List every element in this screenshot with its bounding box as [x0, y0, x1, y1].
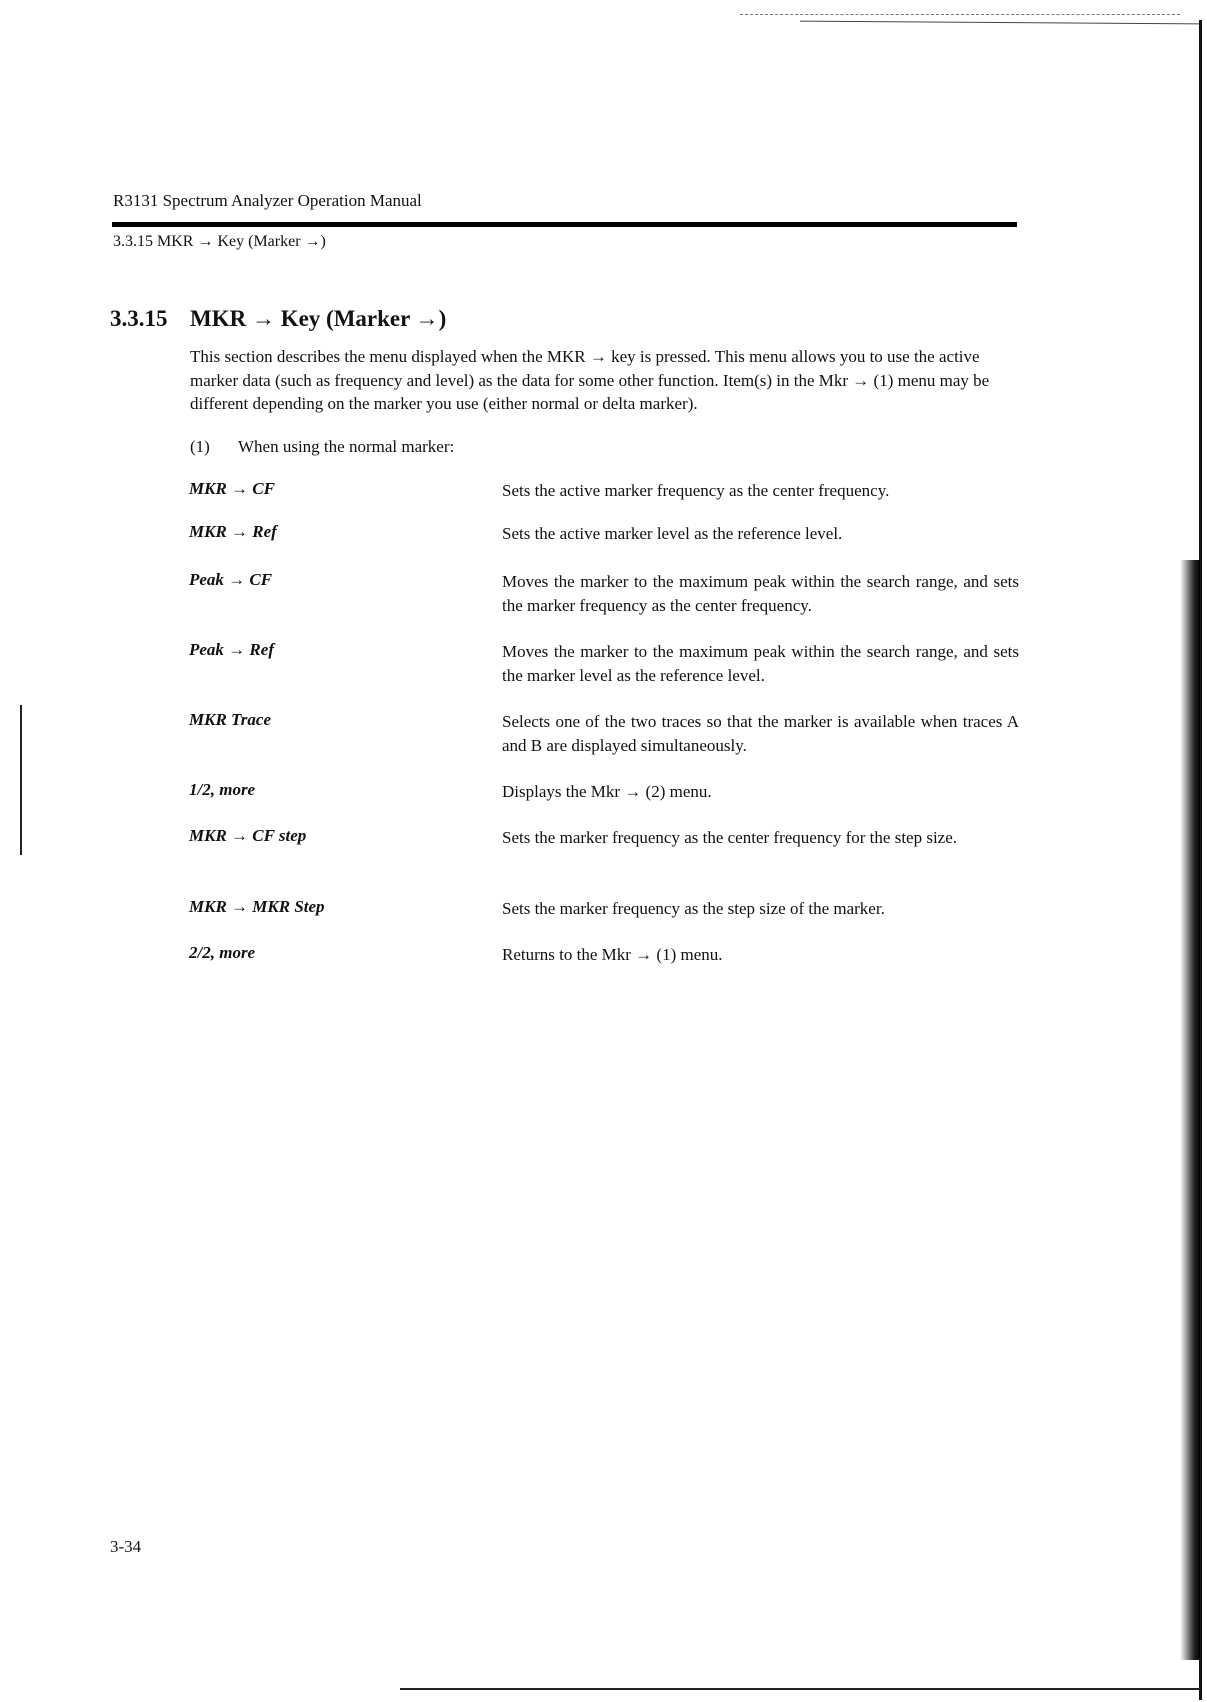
menu-row — [189, 780, 1019, 826]
menu-row — [189, 479, 1019, 522]
menu-key: 1/2, more — [189, 780, 256, 799]
menu-row — [189, 522, 1019, 570]
list-label — [190, 437, 454, 457]
header-rule — [112, 222, 1017, 227]
menu-desc: Moves the marker to the maximum peak within the search range, and sets the marker frequency as the center frequency. — [502, 572, 1019, 615]
page-number: 3-34 — [110, 1537, 142, 1556]
menu-table — [189, 479, 1019, 973]
intro-paragraph: This section describes the menu displayed when the MKR → key is pressed. This menu allows you to use the active marker data (such as frequency and level) as the data for some other function. Item(s) in the Mkr → (1) menu may be different depending on the marker you use (either normal or delta marker). — [190, 347, 990, 413]
section-title — [110, 306, 446, 332]
menu-desc: Sets the marker frequency as the center frequency for the step size. — [502, 828, 958, 847]
menu-desc: Returns to the Mkr → (1) menu. — [502, 945, 723, 964]
menu-desc: Sets the active marker level as the reference level. — [502, 524, 843, 543]
menu-row — [189, 640, 1019, 710]
menu-row — [189, 897, 1019, 943]
menu-key: Peak → CF — [189, 570, 273, 589]
menu-row — [189, 570, 1019, 640]
menu-desc: Selects one of the two traces so that the marker is available when traces A and B are displayed simultaneously. — [502, 712, 1019, 755]
list-label-text: When using the normal marker: — [238, 437, 455, 456]
menu-key: MKR → MKR Step — [189, 897, 325, 916]
menu-key: MKR → Ref — [189, 522, 277, 541]
menu-desc: Moves the marker to the maximum peak within the search range, and sets the marker level as the reference level. — [502, 642, 1019, 685]
scan-artifact-top — [740, 14, 1180, 16]
scan-artifact-bottom — [400, 1688, 1200, 1690]
menu-row — [189, 710, 1019, 780]
scan-artifact-top-edge — [800, 21, 1200, 25]
section-title-text: MKR → Key (Marker →) — [190, 306, 447, 331]
scan-artifact-left-mark — [20, 705, 22, 855]
menu-row — [189, 826, 1019, 897]
menu-row — [189, 943, 1019, 973]
list-index: (1) — [190, 437, 210, 456]
header-section-ref: 3.3.15 MKR → Key (Marker →) — [113, 233, 326, 250]
scan-artifact-right-shadow — [1180, 560, 1200, 1660]
running-header: R3131 Spectrum Analyzer Operation Manual — [113, 191, 422, 210]
menu-desc: Displays the Mkr → (2) menu. — [502, 782, 712, 801]
menu-key: Peak → Ref — [189, 640, 274, 659]
menu-desc: Sets the marker frequency as the step size of the marker. — [502, 899, 885, 918]
menu-key: 2/2, more — [189, 943, 256, 962]
menu-key: MKR → CF — [189, 479, 275, 498]
section-number: 3.3.15 — [110, 306, 168, 331]
menu-key: MKR → CF step — [189, 826, 307, 845]
menu-desc: Sets the active marker frequency as the center frequency. — [502, 481, 890, 500]
menu-key: MKR Trace — [189, 710, 272, 729]
